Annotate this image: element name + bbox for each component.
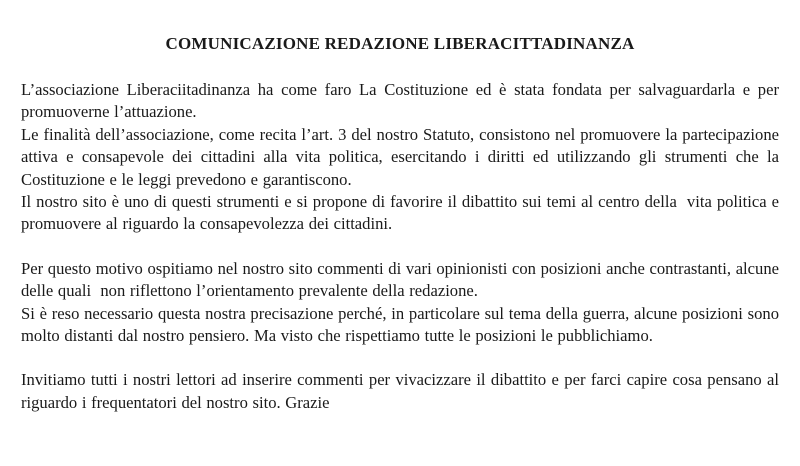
page-title: COMUNICAZIONE REDAZIONE LIBERACITTADINANZA xyxy=(165,34,635,53)
paragraph: Invitiamo tutti i nostri lettori ad inserire commenti per vivacizzare il dibattito e per farci capire cosa pensano al riguardo i frequentatori del nostro sito. Grazie xyxy=(21,370,784,412)
paragraph-block-intro xyxy=(21,79,784,236)
paragraph: L’associazione Liberaciitadinanza ha come faro La Costituzione ed è stata fondata per salvaguardarla e per promuoverne l’attuazione. xyxy=(21,80,784,122)
paragraph-block-invito xyxy=(21,369,784,414)
paragraph-block-precisazione xyxy=(21,258,789,348)
paragraph: Il nostro sito è uno di questi strumenti e si propone di favorire il dibattito sui temi al centro della vita politica e promuovere al riguardo la consapevolezza dei cittadini. xyxy=(21,192,784,234)
paragraph: Le finalità dell’associazione, come recita l’art. 3 del nostro Statuto, consistono nel promuovere la partecipazione attiva e consapevole dei cittadini alla vita politica, esercitando i diritti ed utilizzando gli strumenti che la Costituzione e le leggi prevedono e garantiscono. xyxy=(21,124,784,189)
paragraph: Si è reso necessario questa nostra precisazione perché, in particolare sul tema della guerra, alcune posizioni sono molto distanti dal nostro pensiero. Ma visto che rispettiamo tutte le posizioni le pubblichiamo. xyxy=(21,303,789,346)
paragraph: Per questo motivo ospitiamo nel nostro sito commenti di vari opinionisti con posizioni anche contrastanti, alcune delle quali non riflettono l’orientamento prevalente della redazione. xyxy=(21,258,784,301)
